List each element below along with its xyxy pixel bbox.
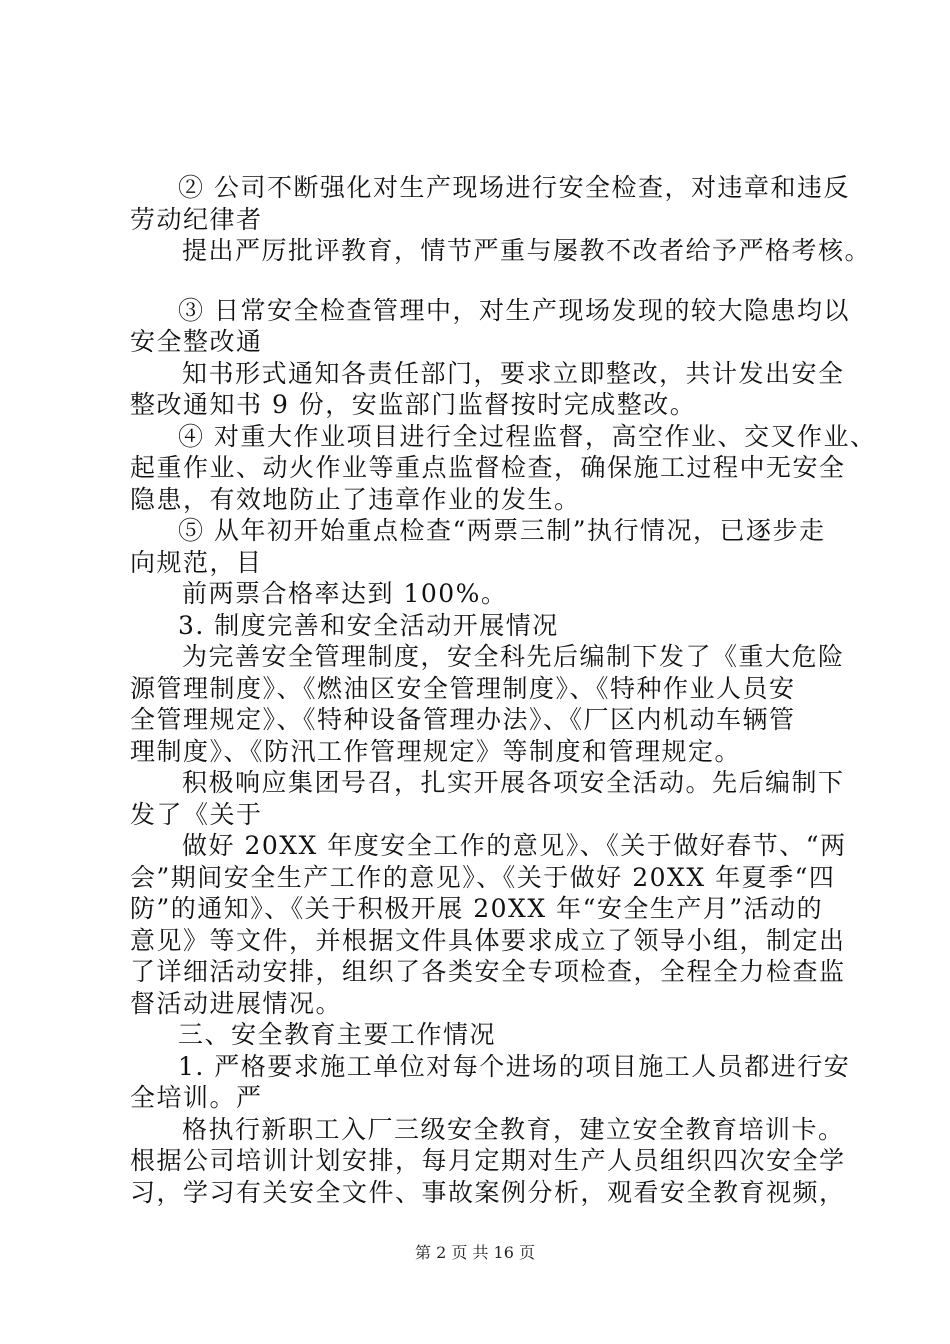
text-line: 发了《关于 [130, 799, 263, 829]
text-line: 前两票合格率达到 100%。 [182, 579, 508, 608]
text-line: 习，学习有关安全文件、事故案例分析，观看安全教育视频， [130, 1177, 846, 1207]
text-line: 全管理规定》、《特种设备管理办法》、《厂区内机动车辆管 [130, 705, 796, 734]
text-line: 根据公司培训计划安排，每月定期对生产人员组织四次安全学 [130, 1146, 846, 1175]
text-line: 全培训。严 [130, 1083, 263, 1112]
text-line: 劳动纪律者 [130, 204, 263, 234]
document-body [130, 172, 877, 1208]
text-line: 1. 严格要求施工单位对每个进场的项目施工人员都进行安 [178, 1051, 851, 1081]
text-line: 3. 制度完善和安全活动开展情况 [178, 610, 559, 640]
text-line: 做好 20XX 年度安全工作的意见》、《关于做好春节、“两 [182, 831, 847, 860]
text-line: ③ 日常安全检查管理中，对生产现场发现的较大隐患均以 [178, 295, 850, 325]
text-line: 提出严厉批评教育，情节严重与屡教不改者给予严格考核。 [182, 236, 872, 265]
page-footer: 第 2 页 共 16 页 [415, 1243, 535, 1262]
text-line: ④ 对重大作业项目进行全过程监督，高空作业、交叉作业、 [178, 421, 877, 451]
text-line: 会”期间安全生产工作的意见》、《关于做好 20XX 年夏季“四 [130, 862, 836, 892]
text-line: ⑤ 从年初开始重点检查“两票三制”执行情况，已逐步走 [178, 516, 826, 545]
text-line: 向规范，目 [130, 547, 263, 577]
text-line: ② 公司不断强化对生产现场进行安全检查，对违章和违反 [178, 173, 850, 202]
text-line: 三、安全教育主要工作情况 [178, 1020, 497, 1049]
text-line: 源管理制度》、《燃油区安全管理制度》、《特种作业人员安 [130, 673, 796, 703]
text-line: 防”的通知》、《关于积极开展 20XX 年“安全生产月”活动的 [130, 894, 824, 923]
text-line: 督活动进展情况。 [130, 988, 343, 1018]
text-line: 积极响应集团号召，扎实开展各项安全活动。先后编制下 [182, 768, 845, 797]
text-line: 理制度》、《防汛工作管理规定》等制度和管理规定。 [130, 736, 742, 766]
text-line: 隐患，有效地防止了违章作业的发生。 [130, 484, 581, 514]
text-line: 格执行新职工入厂三级安全教育，建立安全教育培训卡。 [182, 1114, 845, 1144]
text-line: 安全整改通 [130, 327, 263, 356]
text-line: 知书形式通知各责任部门，要求立即整改，共计发出安全 [182, 358, 845, 388]
text-line: 起重作业、动火作业等重点监督检查，确保施工过程中无安全 [130, 453, 846, 482]
text-line: 为完善安全管理制度，安全科先后编制下发了《重大危险 [182, 642, 845, 671]
paragraph-gap [130, 267, 830, 295]
text-line: 了详细活动安排，组织了各类安全专项检查，全程全力检查监 [130, 957, 846, 986]
text-line: 意见》等文件，并根据文件具体要求成立了领导小组，制定出 [130, 925, 846, 955]
text-line: 整改通知书 9 份，安监部门监督按时完成整改。 [130, 390, 697, 419]
